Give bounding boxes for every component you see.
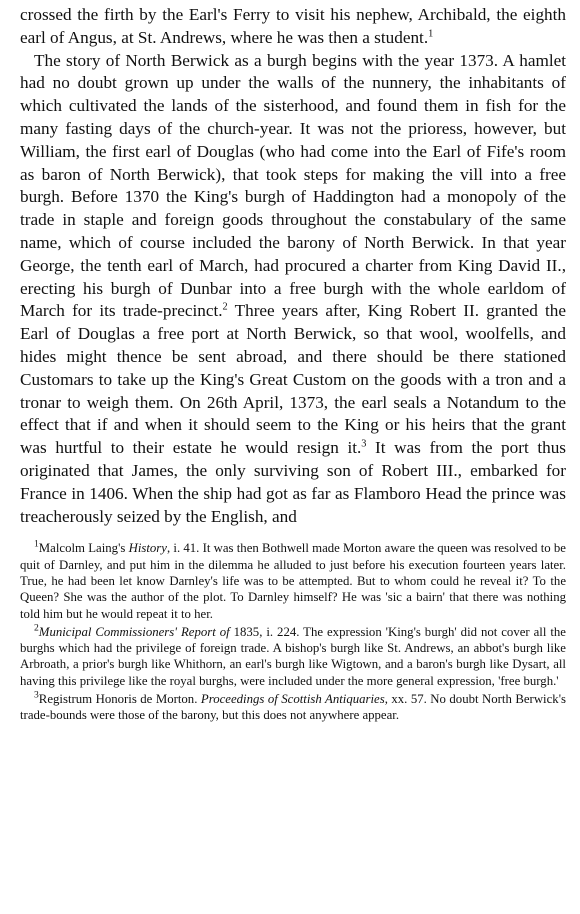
footnote-1 xyxy=(20,540,566,621)
footnote-title: History xyxy=(128,541,167,556)
footnote-title: Proceedings of Scottish Antiquaries xyxy=(200,692,385,706)
paragraph-text: The story of North Berwick as a burgh begins with the year 1373. A hamlet had no doubt grown up under the walls of the nunnery, the inhabitants of which cultivated the lands of the sisterhood, and found them in fish for the many fasting days of the church-year. It was not the prioress, however, but William, the first earl of Douglas (who had come into the Earl of Fife's room as baron of North Berwick), that took steps for making the vill into a free burgh. Before 1370 the King's burgh of Haddington had a monopoly of the trade in staple and foreign goods throughout the constabulary of the same name, which of course included the barony of North Berwick. In that year George, the tenth earl of March, had procured a charter from King David II., erecting his burgh of Dunbar into a free burgh with the whole earldom of March for its trade-precinct. xyxy=(20,50,566,321)
paragraph-text: It was from the port thus originated that James, the only surviving son of Robert III., embarked for France in 1406. When the ship had got as far as Flamboro Head the prince was treacherously seized by the English, and xyxy=(20,438,566,526)
footnote-text: , xx. 57. No doubt North Berwick's trade-bounds were those of the barony, but this does not anywhere appear. xyxy=(20,692,566,723)
paragraph-text: crossed the firth by the Earl's Ferry to visit his nephew, Archibald, the eighth earl of Angus, at St. Andrews, where he was then a student. xyxy=(20,5,566,47)
footnote-3 xyxy=(20,691,566,724)
paragraph-text: Three years after, King Robert II. granted the Earl of Douglas a free port at North Berwick, so that wool, woolfells, and hides might thence be sent abroad, and there should be there stationed Customars to take up the King's Great Custom on the goods with a tron and a tronar to weigh them. On 26th April, 1373, the earl seals a Notandum to the effect that if and when it should seem to the King or his heirs that the grant was hurtful to their estate he would resign it. xyxy=(20,301,567,458)
book-page xyxy=(20,4,566,726)
footnote-text: 1835, i. 224. The expression 'King's burgh' did not cover all the burghs which had the privilege of foreign trade. A bishop's burgh like St. Andrews, an abbot's burgh like Arbroath, a prior's burgh like Whithorn, an earl's burgh like Wigtown, and a baron's burgh like Dysart, all having this privilege like the royal burghs, were included under the more general expression, 'free burgh.' xyxy=(20,624,566,688)
footnotes xyxy=(20,540,566,723)
footnote-2 xyxy=(20,624,566,689)
footnote-title: Municipal Commissioners' Report of xyxy=(38,624,230,639)
footnote-mark: 2 xyxy=(34,622,39,634)
footnote-ref: 3 xyxy=(361,438,367,450)
footnote-ref: 2 xyxy=(222,301,228,313)
footnote-mark: 3 xyxy=(34,689,39,701)
footnote-text: , i. 41. It was then Bothwell made Morton aware the queen was resolved to be quit of Darnley, and put him in the dilemma he alluded to just before his execution fourteen years later. True, he had been let know Darnley's life was to be attempted. But to whom could he reveal it? To the Queen? She was the author of the plot. To Darnley himself? He was 'sic a bairn' that there was nothing told him but he would repeat it to her. xyxy=(20,541,566,621)
paragraph-north-berwick xyxy=(20,50,566,529)
footnote-lead: Malcolm Laing's xyxy=(38,541,129,556)
paragraph-continued xyxy=(20,4,566,50)
main-text xyxy=(20,4,566,528)
footnote-mark: 1 xyxy=(34,539,39,551)
footnote-ref: 1 xyxy=(428,28,434,40)
footnote-lead: Registrum Honoris de Morton. xyxy=(38,692,201,706)
